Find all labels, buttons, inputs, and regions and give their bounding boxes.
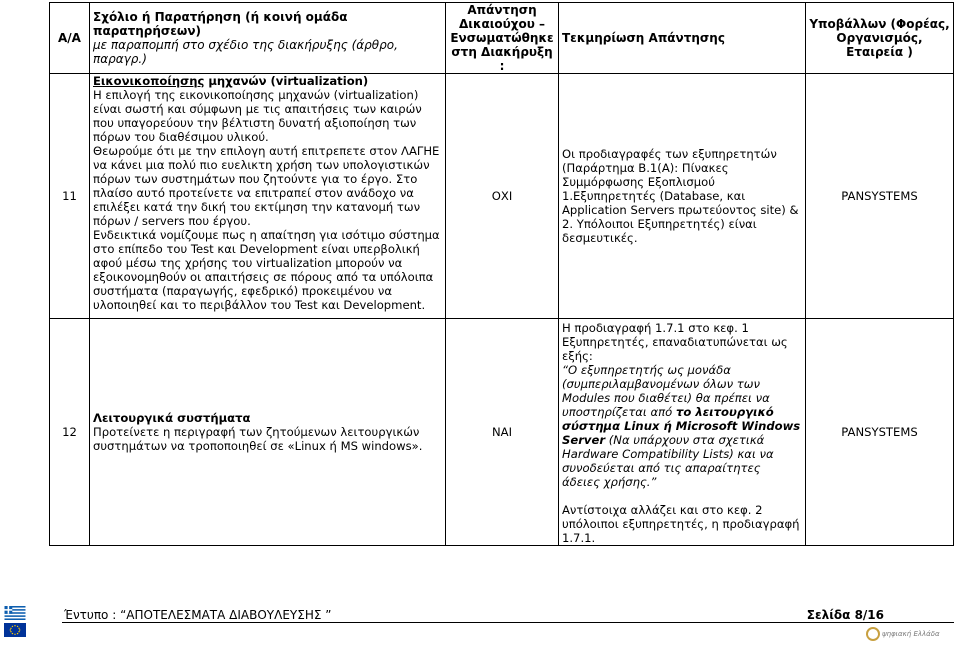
table-row	[50, 74, 954, 319]
comment-cell	[90, 319, 446, 546]
digital-greece-logo	[866, 627, 940, 641]
logo-mark-icon	[866, 627, 880, 641]
comment-heading: Λειτουργικά συστήματα	[93, 411, 251, 425]
answer-cell: ΟΧΙ	[446, 74, 559, 319]
header-comment-title: Σχόλιο ή Παρατήρηση (ή κοινή ομάδα παρατηρήσεων)	[93, 10, 348, 38]
row-number: 12	[50, 319, 90, 546]
header-submitter: Υποβάλλων (Φορέας, Οργανισμός, Εταιρεία )	[806, 3, 954, 74]
justification-text: Οι προδιαγραφές των εξυπηρετητών (Παράρτημα Β.1(Α): Πίνακες Συμμόρφωσης Εξοπλισμού 1.Εξυπηρετητές (Database, και Application Servers πρωτεύοντος site) & 2. Υπόλοιποι Εξυπηρετητές) είναι δεσμευτικές.	[562, 147, 799, 245]
submitter-cell: PANSYSTEMS	[806, 74, 954, 319]
justification-quote: “Ο εξυπηρετητής ως μονάδα (συμπεριλαμβανομένων όλων των Modules που διαθέτει) θα πρέπει να υποστηρίζεται από το λειτουργικό σύστημα Linux ή Microsoft Windows Server (Να υπάρχουν στα σχετικά Hardware Compatibility Lists) και να συνοδεύεται από τις απαραίτητες άδειες χρήσης.”	[562, 363, 801, 489]
header-aa: A/A	[50, 3, 90, 74]
eu-flag-icon	[4, 623, 26, 637]
header-row	[50, 3, 954, 74]
form-label: Έντυπο : “ΑΠΟΤΕΛΕΣΜΑΤΑ ΔΙΑΒΟΥΛΕΥΣΗΣ ”	[64, 608, 332, 622]
header-comment	[90, 3, 446, 74]
justification-note: Αντίστοιχα αλλάζει και στο κεφ. 2 υπόλοιποι εξυπηρετητές, η προδιαγραφή 1.7.1.	[562, 503, 800, 545]
consultation-results-table	[49, 2, 954, 546]
justification-intro: Η προδιαγραφή 1.7.1 στο κεφ. 1 Εξυπηρετητές, επαναδιατυπώνεται ως εξής:	[562, 321, 788, 363]
header-justification: Τεκμηρίωση Απάντησης	[559, 3, 806, 74]
footer-divider	[62, 622, 954, 623]
row-number: 11	[50, 74, 90, 319]
logo-text: ψηφιακή Ελλάδα	[882, 630, 940, 638]
comment-paragraph: Θεωρούμε ότι με την επιλογη αυτή επιτρεπετε στον ΛΑΓΗΕ να κάνει μια πολύ πιο ευελικτη χρήση των υπολογιστικών πόρων των συστημάτων που ζητούντε για το έργο. Στο πλαίσο αυτό προτείνετε να επιτραπεί στον ανάδοχο να επιλέξει κατά την δική του εκτίμηση την κατανομή των πόρων / servers που έργου.	[93, 144, 440, 228]
page-number: Σελίδα 8/16	[806, 608, 884, 622]
greek-flag-icon	[4, 606, 26, 620]
justification-cell	[559, 74, 806, 319]
table-row	[50, 319, 954, 546]
comment-cell	[90, 74, 446, 319]
header-answer: Απάντηση Δικαιούχου – Ενσωματώθηκε στη Διακήρυξη :	[446, 3, 559, 74]
comment-paragraph: Προτείνετε η περιγραφή των ζητούμενων λειτουργικών συστημάτων να τροποποιηθεί σε «Linux ή MS windows».	[93, 425, 423, 453]
answer-cell: ΝΑΙ	[446, 319, 559, 546]
justification-cell	[559, 319, 806, 546]
submitter-cell: PANSYSTEMS	[806, 319, 954, 546]
comment-paragraph: Η επιλογή της εικονικοποίησης μηχανών (virtualization) είναι σωστή και σύμφωνη με τις απαιτήσεις των καιρών που υπαγορεύουν την βέλτιστη δυνατή αξιοποίηση των πόρων του διαθέσιμου υλικού.	[93, 88, 422, 144]
header-comment-subtitle: με παραπομπή στο σχέδιο της διακήρυξης (άρθρο, παραγρ.)	[93, 38, 398, 66]
page-footer	[0, 595, 960, 649]
comment-paragraph: Ενδεικτικά νομίζουμε πως η απαίτηση για ισότιμο σύστημα στο επίπεδο του Test και Development είναι υπερβολική αφού μέσω της χρήσης του virtualization μπορούν να εξοικονομηθούν οι απαιτήσεις σε πόρους από τα υπόλοιπα συστήματα (παραγωγής, εφεδρικό) προκειμένου να υλοποιηθεί και το περιβάλλον του Test και Development.	[93, 228, 440, 312]
comment-heading: Εικονικοποίησης μηχανών (virtualization)	[93, 74, 369, 88]
